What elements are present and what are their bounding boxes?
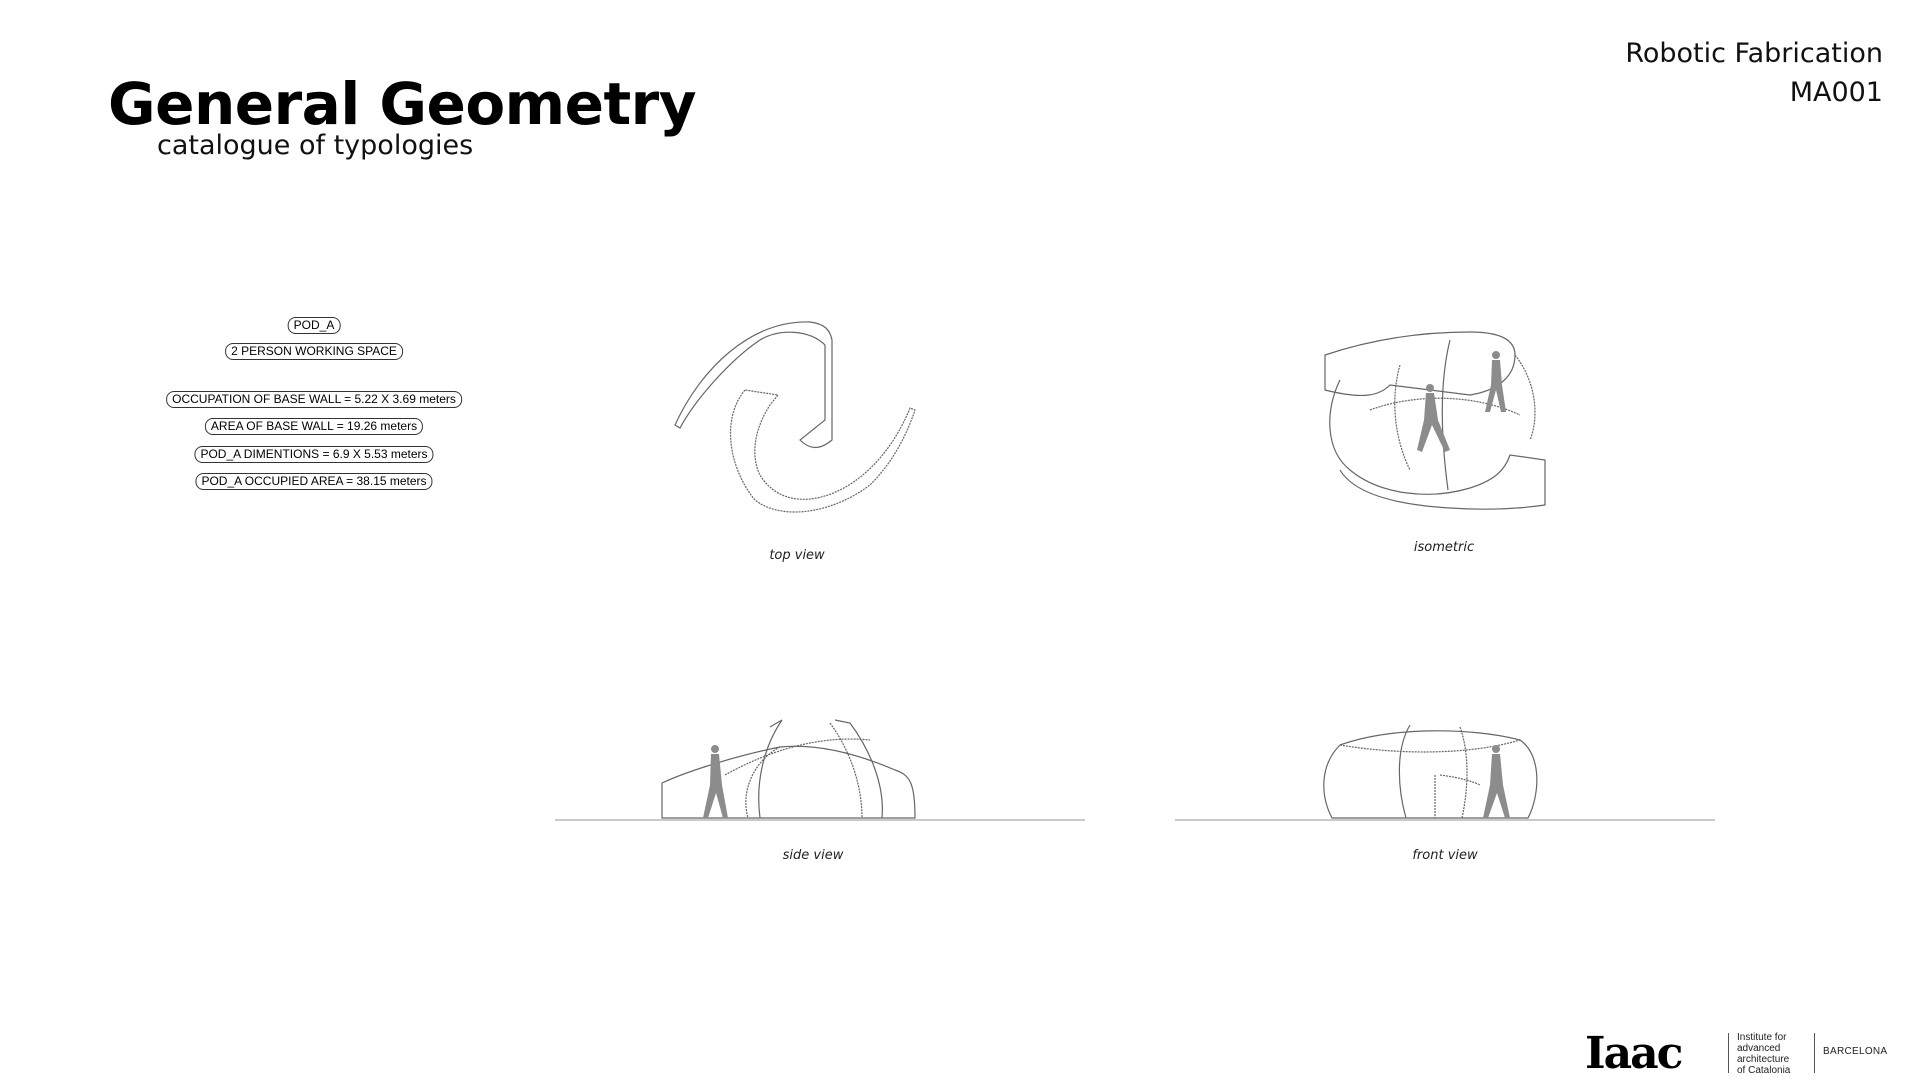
top-view-drawing [660,310,930,530]
course-name: Robotic Fabrication [1625,38,1883,69]
front-view-drawing [1170,705,1720,825]
page-subtitle: catalogue of typologies [157,130,474,161]
pod-occupied-area-label: POD_A OCCUPIED AREA = 38.15 meters [195,473,432,490]
pod-dimensions-label: POD_A DIMENTIONS = 6.9 X 5.53 meters [194,446,433,463]
pod-name-label: POD_A [288,317,341,334]
side-view-drawing [550,705,1090,825]
iaac-logo-mark: Iaac [1585,1028,1682,1079]
side-view-caption: side view [782,848,844,863]
logo-divider [1814,1033,1815,1073]
logo-text-line: Institute for [1737,1032,1787,1043]
logo-text-line: advanced [1737,1043,1781,1054]
logo-text-line: architecture [1737,1054,1790,1065]
pod-use-label: 2 PERSON WORKING SPACE [225,343,403,360]
logo-text-line: of Catalonia [1737,1065,1791,1076]
course-label [1625,34,1883,112]
isometric-caption: isometric [1413,540,1475,555]
isometric-drawing [1310,320,1560,520]
top-view-caption: top view [769,548,825,563]
logo-divider [1728,1033,1729,1073]
pod-area-label: AREA OF BASE WALL = 19.26 meters [205,418,423,435]
iaac-logo-text [1737,1032,1790,1076]
iaac-logo-city: BARCELONA [1823,1046,1888,1057]
iaac-logo [1585,1028,1888,1080]
page-title: General Geometry [108,70,697,138]
pod-occupation-label: OCCUPATION OF BASE WALL = 5.22 X 3.69 meters [166,391,462,408]
front-view-caption: front view [1412,848,1478,863]
course-code: MA001 [1789,77,1883,108]
